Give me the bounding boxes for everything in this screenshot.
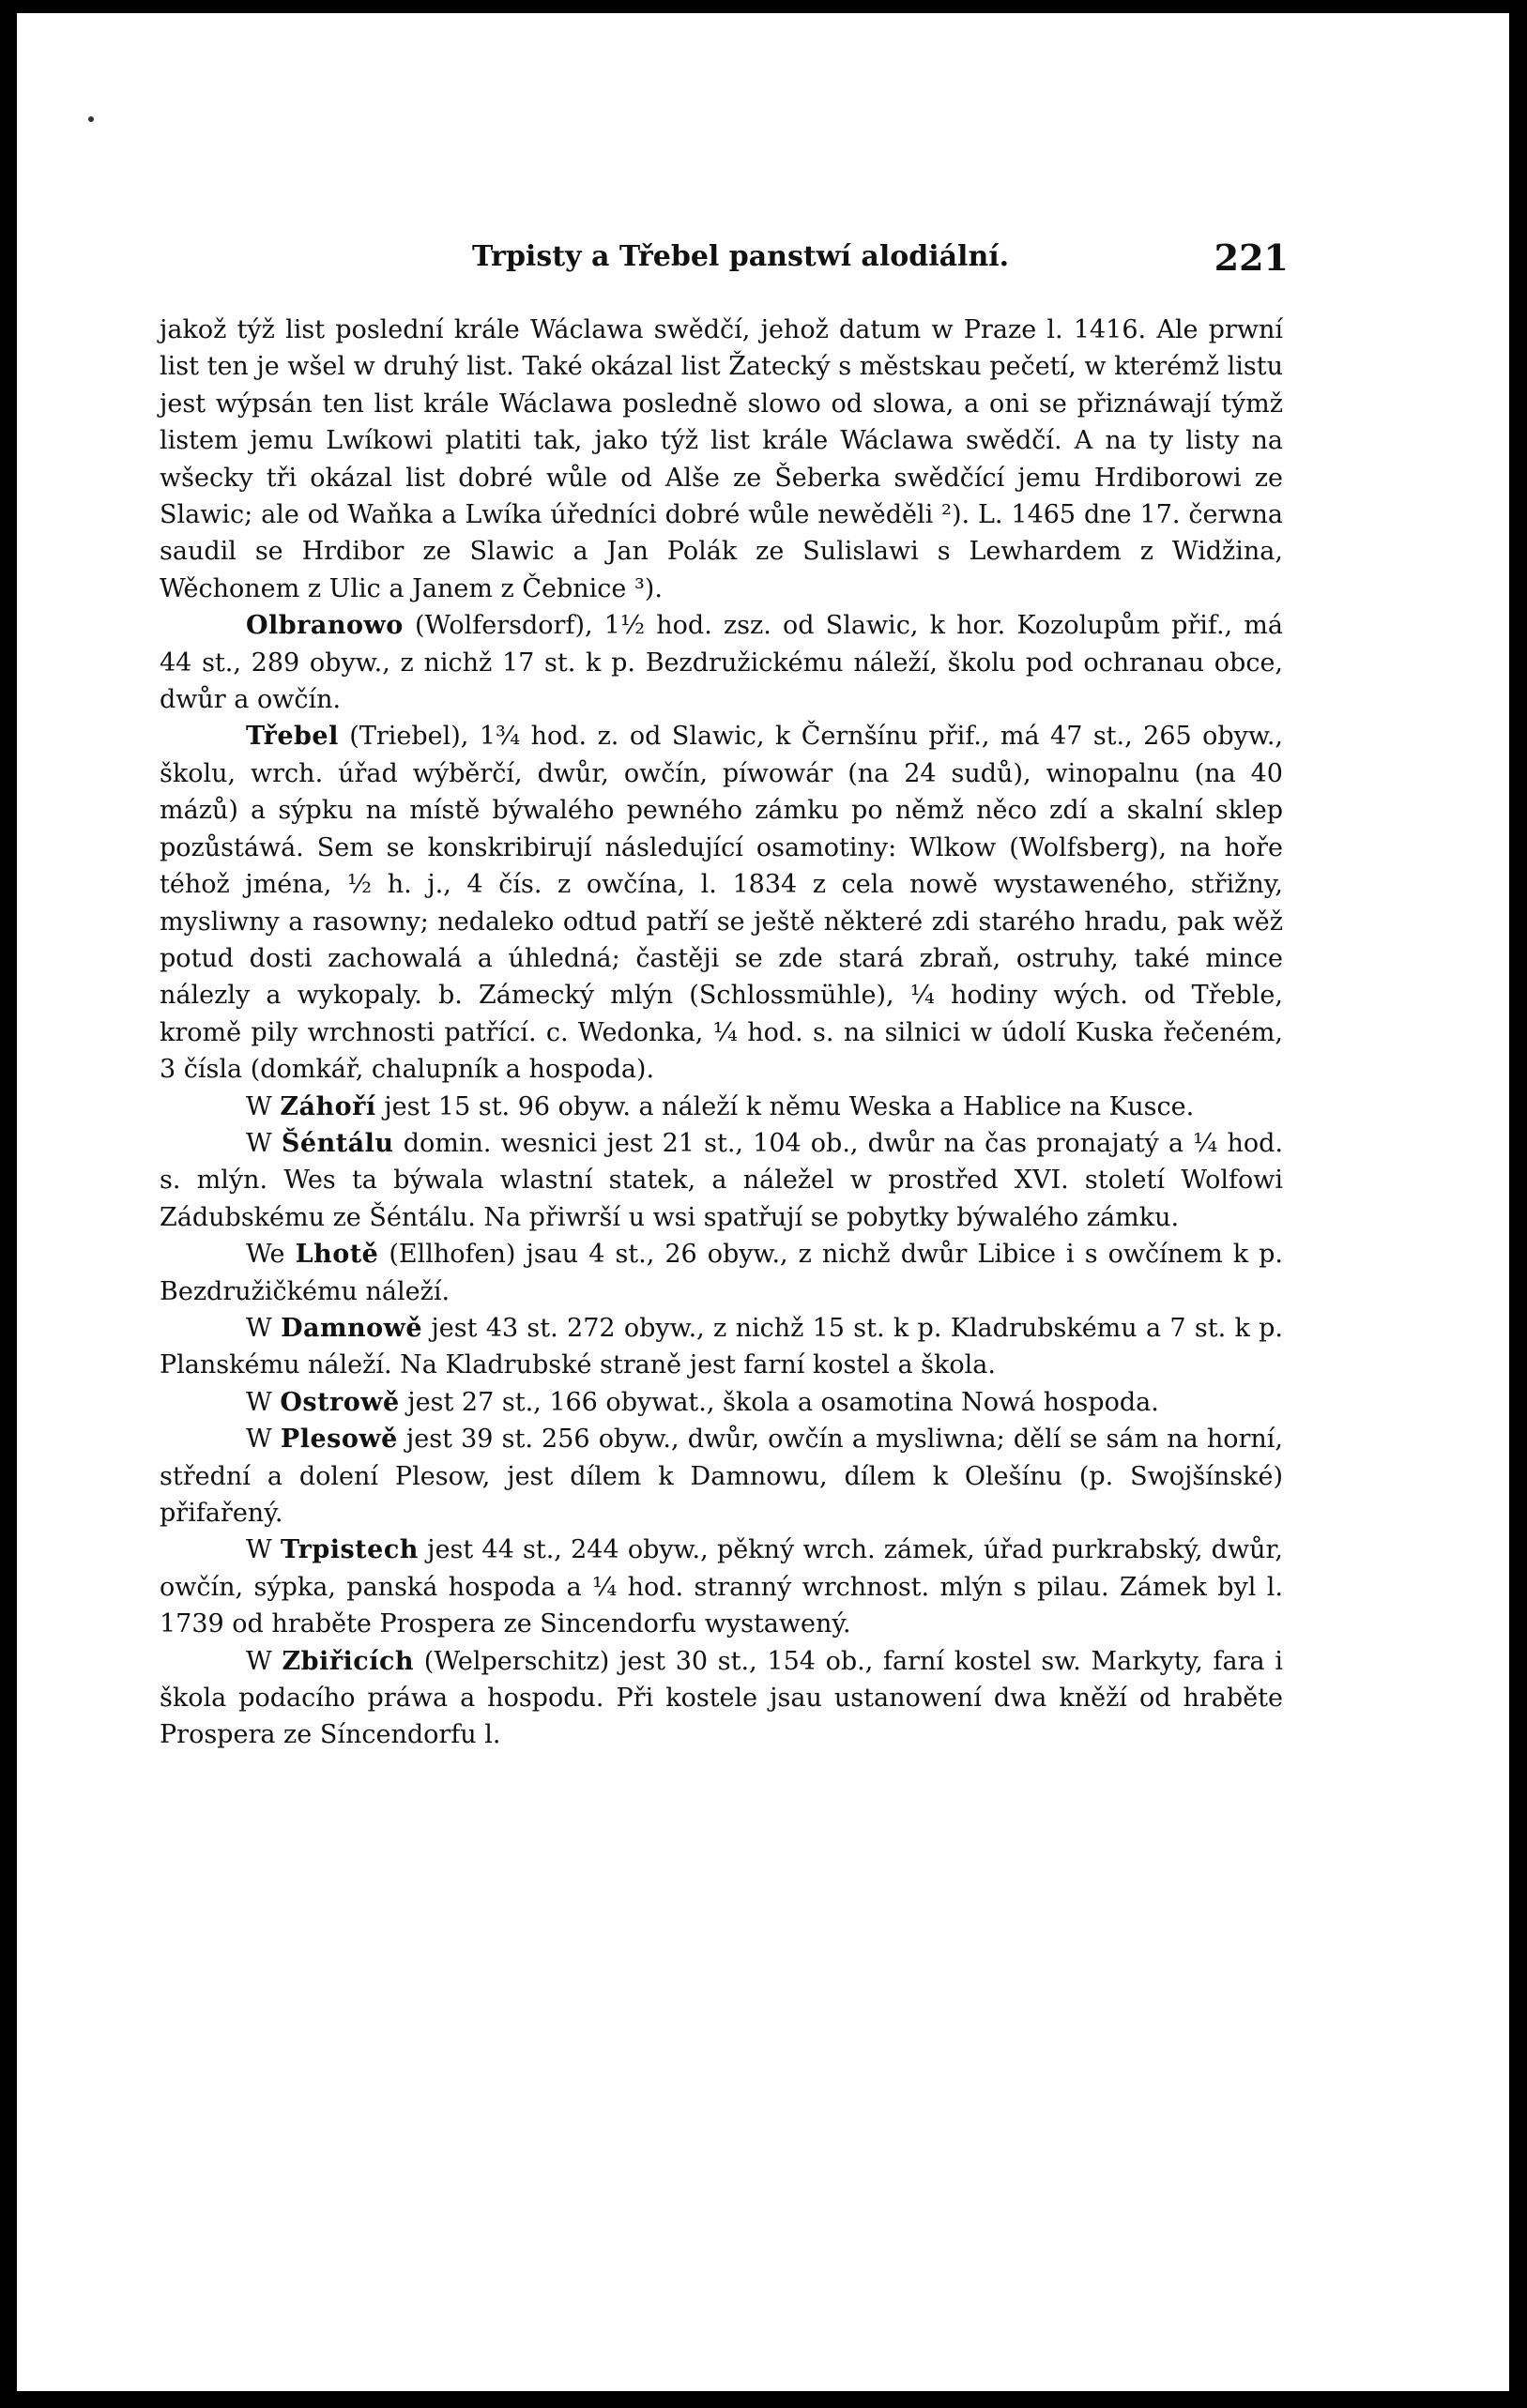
entry-text: (Triebel), 1¾ hod. z. od Slawic, k Černšínu přif., má 47 st., 265 obyw., školu, wrch. úřad wýběrčí, dwůr, owčín, píwowár (na 24 sudů), winopalnu (na 40 mázů) a sýpku na místě býwalého pewného zámku po němž něco zdí a skalní sklep pozůstáwá. Sem se konskribirují následující osamotiny: Wlkow (Wolfsberg), na hoře téhož jména, ½ h. j., 4 čís. z owčína, l. 1834 z cela nowě wystaweného, střižny, mysliwny a rasowny; nedaleko odtud patří se ještě některé zdi starého hradu, pak wěž potud dosti zachowalá a úhledná; častěji se zde stará zbraň, ostruhy, také mince nálezly a wykopaly. b. Zámecký mlýn (Schlossmühle), ¼ hodiny wých. od Třeble, kromě pily wrchnosti patřící. c. Wedonka, ¼ hod. s. na silnici w údolí Kuska řečeném, 3 čísla (domkář, chalupník a hospoda).	[160, 722, 1283, 1085]
place-name: Třebel	[246, 722, 339, 752]
body-text	[160, 312, 1283, 1754]
paragraph-ostrowe	[160, 1384, 1283, 1421]
place-name: Damnowě	[281, 1313, 423, 1343]
place-name: Lhotě	[295, 1240, 379, 1270]
place-name: Olbranowo	[246, 611, 404, 641]
paragraph-damnowe	[160, 1310, 1283, 1384]
entry-text: jest 43 st. 272 obyw., z nichž 15 st. k p. Kladrubskému a 7 st. k p. Planskému náleží. Na Kladrubské straně jest farní kostel a škola.	[160, 1313, 1283, 1380]
entry-lead: W	[246, 1387, 281, 1417]
entry-text: (Wolfersdorf), 1½ hod. zsz. od Slawic, k hor. Kozolupům přif., má 44 st., 289 obyw., z nichž 17 st. k p. Bezdružickému náleží, školu pod ochranau obce, dwůr a owčín.	[160, 611, 1283, 715]
book-page	[17, 13, 1509, 2391]
place-name: Záhoří	[280, 1091, 376, 1121]
entry-lead: W	[246, 1646, 282, 1676]
entry-lead: W	[246, 1091, 281, 1121]
scan-speck	[88, 116, 94, 122]
page-number: 221	[1214, 236, 1289, 279]
entry-text: jest 39 st. 256 obyw., dwůr, owčín a mysliwna; dělí se sám na horní, střední a dolení Plesow, jest dílem k Damnowu, dílem k Olešínu (p. Swojšínské) přifařený.	[160, 1425, 1283, 1528]
place-name: Plesowě	[280, 1425, 398, 1455]
place-name: Trpistech	[280, 1535, 419, 1565]
paragraph-plesowe	[160, 1421, 1283, 1532]
paragraph-zbiricich	[160, 1643, 1283, 1754]
entry-lead: W	[246, 1425, 281, 1455]
entry-text: domin. wesnici jest 21 st., 104 ob., dwůr na čas pronajatý a ¼ hod. s. mlýn. Wes ta býwala wlastní statek, a náležel w prostřed XVI. století Wolfowi Zádubskému ze Šéntálu. Na přiwrší u wsi spatřují se pobytky býwalého zámku.	[160, 1128, 1283, 1232]
entry-text: jest 44 st., 244 obyw., pěkný wrch. zámek, úřad purkrabský, dwůr, owčín, sýpka, panská hospoda a ¼ hod. stranný wrchnost. mlýn s pilau. Zámek byl l. 1739 od hraběte Prospera ze Sincendorfu wystawený.	[160, 1535, 1283, 1639]
paragraph-trebel	[160, 718, 1283, 1088]
paragraph-sentalu	[160, 1125, 1283, 1236]
paragraph-intro: jakož týž list poslední krále Wáclawa swědčí, jehož datum w Praze l. 1416. Ale prwní list ten je wšel w druhý list. Také okázal list Žatecký s městskau pečetí, w kterémž listu jest wýpsán ten list krále Wáclawa posledně slowo od slowa, a oni se přiznáwají týmž listem jemu Lwíkowi platiti tak, jako týž list krále Wáclawa swědčí. A na ty listy na wšecky tři okázal list dobré wůle od Alše ze Šeberka swědčící jemu Hrdiborowi ze Slawic; ale od Waňka a Lwíka úředníci dobré wůle newěděli ²). L. 1465 dne 17. čerwna saudil se Hrdibor ze Slawic a Jan Polák ze Sulislawi s Lewhardem z Widžina, Wěchonem z Ulic a Janem z Čebnice ³).	[160, 315, 1283, 603]
entry-lead: W	[246, 1535, 281, 1565]
place-name: Šéntálu	[281, 1128, 394, 1158]
entry-text: (Welperschitz) jest 30 st., 154 ob., farní kostel sw. Markyty, fara i škola podacího práwa a hospodu. Při kostele jsau ustanowení dwa kněží od hraběte Prospera ze Síncendorfu l.	[160, 1646, 1283, 1750]
paragraph-lhote	[160, 1236, 1283, 1310]
running-header	[472, 236, 1289, 283]
paragraph-olbranowo	[160, 607, 1283, 718]
paragraph-zahori	[160, 1089, 1283, 1125]
entry-lead: We	[246, 1240, 296, 1270]
entry-text: jest 27 st., 166 obywat., škola a osamotina Nowá hospoda.	[399, 1387, 1159, 1417]
header-title: Trpisty a Třebel panstwí alodiální.	[472, 240, 1010, 273]
entry-lead: W	[246, 1128, 282, 1158]
place-name: Ostrowě	[280, 1387, 400, 1417]
entry-lead: W	[246, 1313, 282, 1343]
entry-text: jest 15 st. 96 obyw. a náleží k němu Weska a Hablice na Kusce.	[375, 1091, 1195, 1121]
paragraph-trpistech	[160, 1532, 1283, 1642]
place-name: Zbiřicích	[282, 1646, 415, 1676]
entry-text: (Ellhofen) jsau 4 st., 26 obyw., z nichž dwůr Libice i s owčínem k p. Bezdružičkému náleží.	[160, 1240, 1283, 1306]
